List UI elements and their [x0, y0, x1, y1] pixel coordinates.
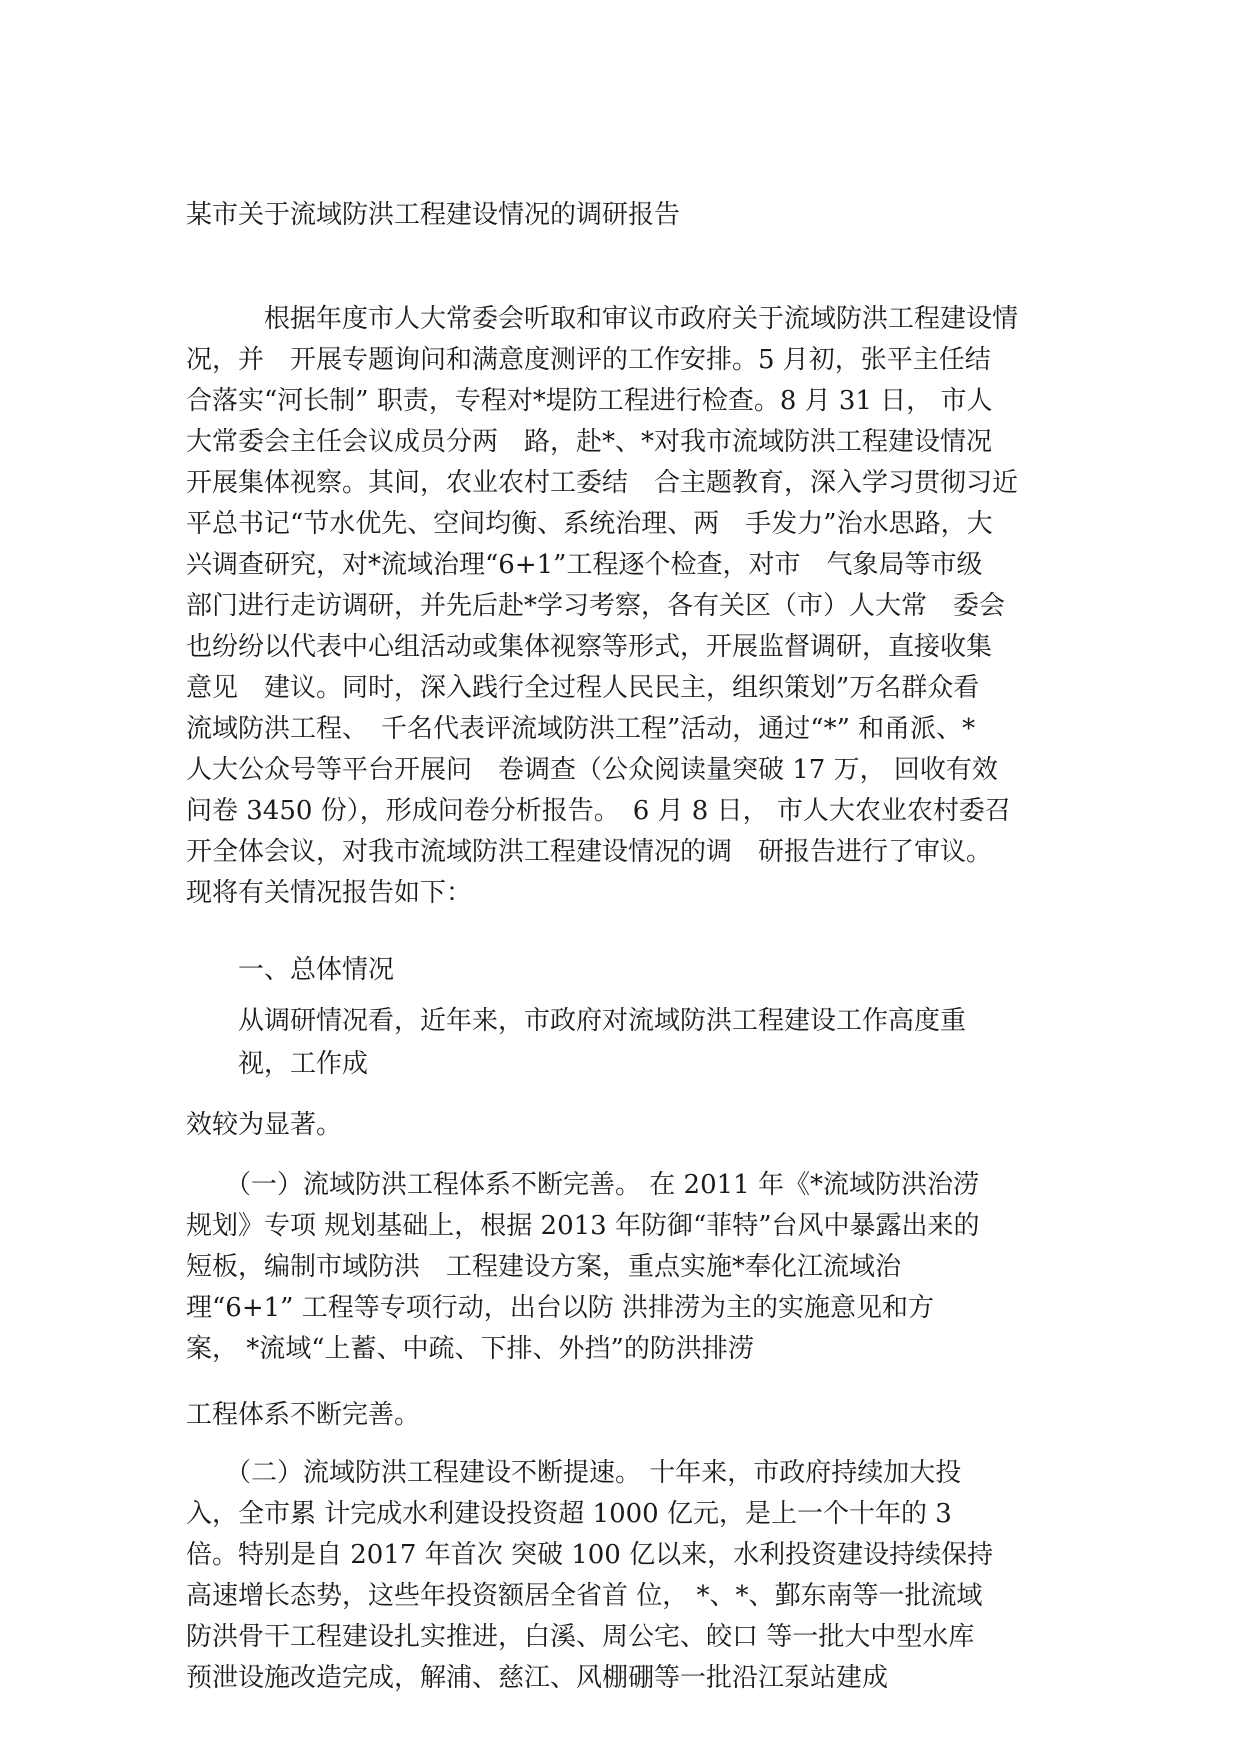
- text-line: 部门进行走访调研，并先后赴*学习考察，各有关区（市）人大常 委会: [186, 591, 1006, 621]
- text-line: 兴调查研究，对*流域治理“6+1”工程逐个检查，对市 气象局等市级: [186, 550, 983, 580]
- text-line: 规划》专项 规划基础上，根据 2013 年防御“菲特”台风中暴露出来的: [186, 1211, 980, 1241]
- text-line: 也纷纷以代表中心组活动或集体视察等形式，开展监督调研，直接收集: [186, 632, 993, 662]
- text-line: 况，并 开展专题询问和满意度测评的工作安排。5 月初，张平主任结: [186, 345, 991, 375]
- text-line: 意见 建议。同时，深入践行全过程人民民主，组织策划”万名群众看: [186, 673, 980, 703]
- document-title: 某市关于流域防洪工程建设情况的调研报告: [186, 200, 681, 230]
- text-line: 短板，编制市域防洪 工程建设方案，重点实施*奉化江流域治: [186, 1252, 902, 1282]
- text-line: 人大公众号等平台开展问 卷调查（公众阅读量突破 17 万， 回收有效: [186, 755, 998, 785]
- paragraph-construction: [186, 1453, 1076, 1699]
- text-line: 流域防洪工程、 千名代表评流域防洪工程”活动，通过“*” 和甬派、*: [186, 714, 976, 744]
- text-line: 大常委会主任会议成员分两 路，赴*、*对我市流域防洪工程建设情况: [186, 427, 993, 457]
- text-line: 预泄设施改造完成，解浦、慈江、风棚硼等一批沿江泵站建成: [186, 1663, 889, 1693]
- text-line: 开展集体视察。其间，农业农村工委结 合主题教育，深入学习贯彻习近: [186, 468, 1019, 498]
- text-line: 现将有关情况报告如下：: [186, 878, 473, 908]
- text-line: （二）流域防洪工程建设不断提速。 十年来，市政府持续加大投: [186, 1458, 962, 1488]
- paragraph-overview: [238, 1000, 1078, 1086]
- text-line: 工程体系不断完善。: [186, 1400, 421, 1430]
- text-line: 合落实“河长制” 职责，专程对*堤防工程进行检查。8 月 31 日， 市人: [186, 386, 993, 416]
- text-line: 高速增长态势，这些年投资额居全省首 位， *、*、鄞东南等一批流域: [186, 1581, 983, 1611]
- text-line: 根据年度市人大常委会听取和审议市政府关于流域防洪工程建设情: [186, 304, 1019, 334]
- text-line: （一）流域防洪工程体系不断完善。 在 2011 年《*流域防洪治涝: [186, 1170, 979, 1200]
- text-line: 问卷 3450 份），形成问卷分析报告。 6 月 8 日， 市人大农业农村委召: [186, 796, 1011, 826]
- section-heading: 一、总体情况: [238, 955, 395, 985]
- text-line: 防洪骨干工程建设扎实推进，白溪、周公宅、皎口 等一批大中型水库: [186, 1622, 975, 1652]
- text-line: 案， *流域“上蓄、中疏、下排、外挡”的防洪排涝: [186, 1334, 754, 1364]
- text-line: 效较为显著。: [186, 1110, 343, 1140]
- paragraph-system-end: [186, 1395, 1076, 1436]
- text-line: 平总书记“节水优先、空间均衡、系统治理、两 手发力”治水思路，大: [186, 509, 993, 539]
- paragraph-intro: [186, 299, 1076, 914]
- text-line: 入，全市累 计完成水利建设投资超 1000 亿元，是上一个十年的 3: [186, 1499, 952, 1529]
- text-line: 从调研情况看，近年来，市政府对流域防洪工程建设工作高度重: [238, 1006, 967, 1036]
- paragraph-overview-end: [186, 1105, 1076, 1146]
- paragraph-system: [186, 1165, 1076, 1370]
- text-line: 视，工作成: [238, 1049, 369, 1079]
- text-line: 倍。特别是自 2017 年首次 突破 100 亿以来，水利投资建设持续保持: [186, 1540, 994, 1570]
- text-line: 开全体会议，对我市流域防洪工程建设情况的调 研报告进行了审议。: [186, 837, 993, 867]
- text-line: 理“6+1” 工程等专项行动，出台以防 洪排涝为主的实施意见和方: [186, 1293, 934, 1323]
